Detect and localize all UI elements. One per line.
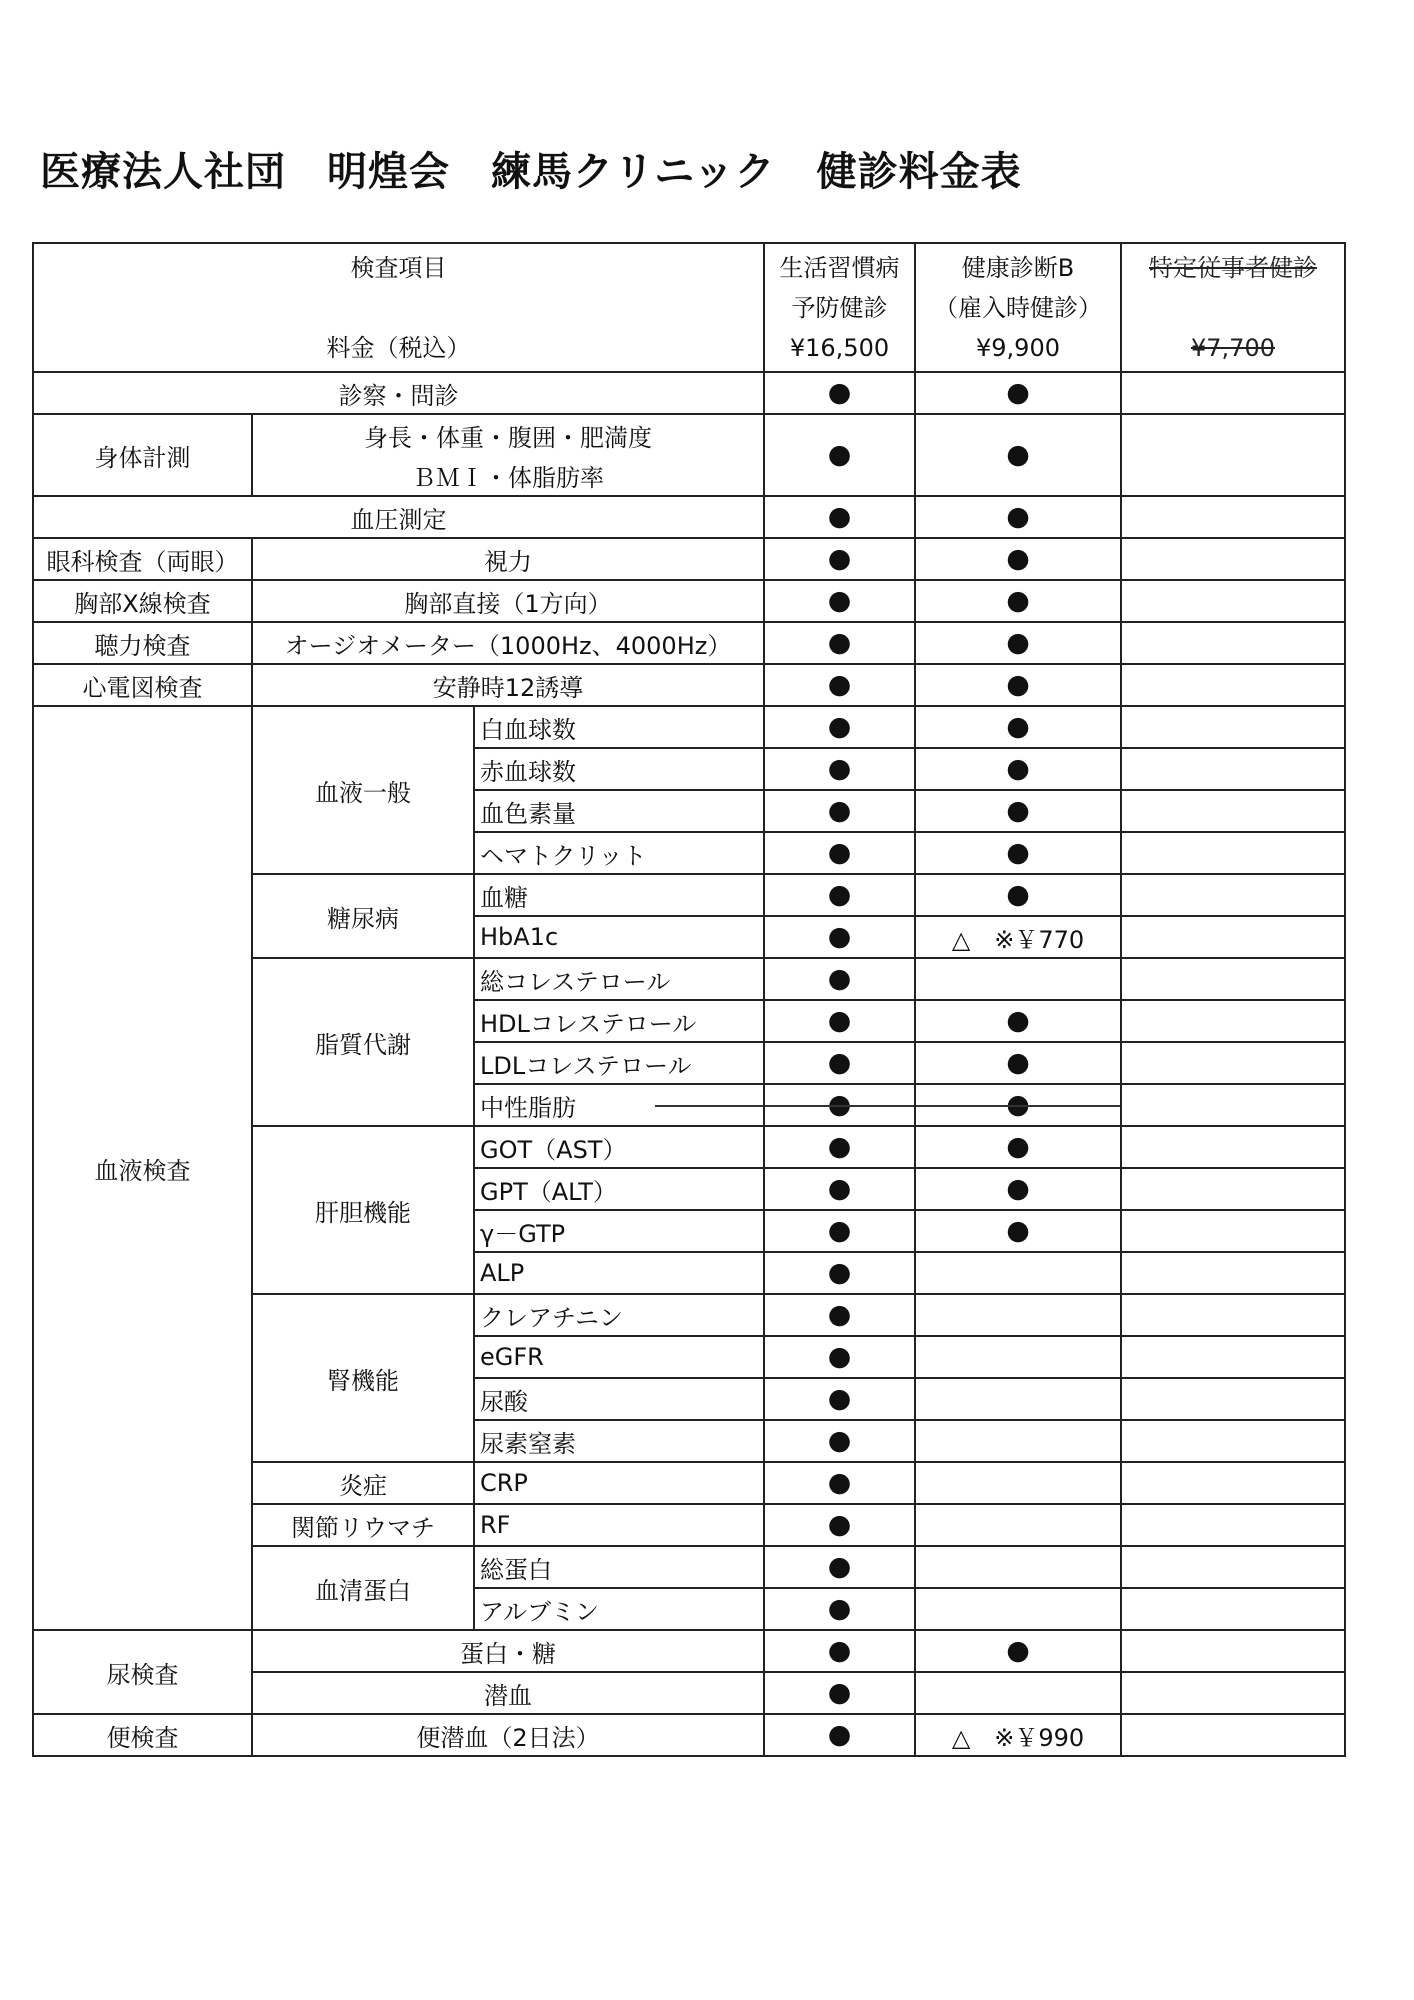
- category-cell: 便検査: [33, 1714, 252, 1756]
- included-mark: ●: [1006, 1005, 1030, 1036]
- plan-c-mark: [1121, 580, 1345, 622]
- table-row: [33, 1630, 1345, 1672]
- plan-a-mark: [764, 1546, 915, 1588]
- plan-a-mark: [764, 664, 915, 706]
- included-mark: ●: [1006, 1047, 1030, 1078]
- plan-a-mark: [764, 1672, 915, 1714]
- included-mark: ●: [827, 585, 852, 616]
- plan-price: ¥16,500: [789, 333, 890, 362]
- included-mark: ●: [1006, 627, 1030, 658]
- plan-a-mark: [764, 1714, 915, 1756]
- strike-line: [916, 1105, 1120, 1107]
- test-item: 血色素量: [474, 790, 764, 832]
- test-item: CRP: [474, 1462, 764, 1504]
- plan-c-mark: [1121, 496, 1345, 538]
- plan-a-mark: [764, 372, 915, 414]
- plan-a-mark: [764, 1336, 915, 1378]
- plan-a-mark: [764, 1420, 915, 1462]
- plan-a-mark: [764, 1000, 915, 1042]
- included-mark: ●: [827, 627, 852, 658]
- plan-a-mark: [764, 496, 915, 538]
- item-cell: 視力: [252, 538, 764, 580]
- plan-c-mark: [1121, 1588, 1345, 1630]
- subcategory-cell: 脂質代謝: [252, 958, 474, 1126]
- plan-b-mark: [915, 706, 1121, 748]
- plan-c-mark: [1121, 538, 1345, 580]
- test-item: 総蛋白: [474, 1546, 764, 1588]
- test-item: 赤血球数: [474, 748, 764, 790]
- plan-c-mark: [1121, 1000, 1345, 1042]
- item-cell: ＢＭＩ・体脂肪率: [252, 455, 764, 496]
- subcategory-cell: 糖尿病: [252, 874, 474, 958]
- included-mark: ●: [1006, 837, 1030, 868]
- plan-c-mark: [1121, 790, 1345, 832]
- category-cell: 聴力検査: [33, 622, 252, 664]
- plan-b-mark: [915, 538, 1121, 580]
- test-item: LDLコレステロール: [474, 1042, 764, 1084]
- plan-a-mark: [764, 916, 915, 958]
- page-title: 医療法人社団 明煌会 練馬クリニック 健診料金表: [40, 149, 1022, 195]
- included-mark: ●: [827, 1173, 852, 1204]
- item-cell: 安静時12誘導: [252, 664, 764, 706]
- header-row: [33, 243, 1345, 372]
- included-mark: ●: [1006, 669, 1030, 700]
- test-item: HbA1c: [474, 916, 764, 958]
- fee-table: [32, 242, 1346, 1757]
- included-mark: ●: [827, 1341, 852, 1372]
- plan-a-mark: [764, 832, 915, 874]
- included-mark: ●: [827, 963, 852, 994]
- test-item: HDLコレステロール: [474, 1000, 764, 1042]
- included-mark: ●: [827, 1047, 852, 1078]
- plan-c-mark: [1121, 706, 1345, 748]
- plan-price: ¥9,900: [976, 333, 1060, 362]
- test-item: RF: [474, 1504, 764, 1546]
- plan-b-mark: [915, 748, 1121, 790]
- plan-c-mark: [1121, 1462, 1345, 1504]
- item-cell: 身長・体重・腹囲・肥満度: [252, 414, 764, 455]
- plan-a-mark: [764, 790, 915, 832]
- plan-name-line2: 予防健診: [791, 293, 888, 322]
- plan-b-mark: [915, 414, 1121, 496]
- category-cell: 心電図検査: [33, 664, 252, 706]
- included-mark: ●: [1006, 1215, 1030, 1246]
- plan-c-mark: [1121, 874, 1345, 916]
- test-item: 尿酸: [474, 1378, 764, 1420]
- plan-c-mark: [1121, 1210, 1345, 1252]
- plan-c-mark: [1121, 414, 1345, 496]
- included-mark: ●: [1006, 585, 1030, 616]
- included-mark: ●: [1006, 711, 1030, 742]
- plan-a-mark: [764, 1252, 915, 1294]
- plan-c-mark: [1121, 1504, 1345, 1546]
- plan-b-mark: [915, 958, 1121, 1000]
- included-mark: ●: [1006, 439, 1030, 470]
- plan-c-mark: [1121, 664, 1345, 706]
- plan-b-mark: [915, 1630, 1121, 1672]
- included-mark: ●: [827, 1509, 852, 1540]
- table-row: [33, 706, 1345, 748]
- included-mark: ●: [827, 1719, 852, 1750]
- subcategory-cell: 腎機能: [252, 1294, 474, 1462]
- included-mark: ●: [1006, 753, 1030, 784]
- included-mark: ●: [827, 837, 852, 868]
- test-item: 血糖: [474, 874, 764, 916]
- plan-b-optional: △ ※￥770: [915, 916, 1121, 958]
- included-mark: ●: [827, 1551, 852, 1582]
- plan-lifestyle-header: [764, 243, 915, 372]
- plan-c-mark: [1121, 1714, 1345, 1756]
- included-mark: ●: [827, 1089, 852, 1120]
- plan-b-mark: [915, 874, 1121, 916]
- test-item: 総コレステロール: [474, 958, 764, 1000]
- subcategory-cell: 血清蛋白: [252, 1546, 474, 1630]
- subcategory-cell: 血液一般: [252, 706, 474, 874]
- plan-a-mark: [764, 1504, 915, 1546]
- included-mark: ●: [1006, 1131, 1030, 1162]
- included-mark: ●: [827, 1299, 852, 1330]
- plan-c-mark: [1121, 372, 1345, 414]
- included-mark: ●: [1006, 795, 1030, 826]
- included-mark: ●: [1006, 1089, 1030, 1120]
- plan-a-mark: [764, 706, 915, 748]
- plan-a-mark: [764, 1462, 915, 1504]
- plan-b-mark: [915, 1588, 1121, 1630]
- included-mark: ●: [827, 1677, 852, 1708]
- category-cell: 眼科検査（両眼）: [33, 538, 252, 580]
- plan-b-mark: [915, 1210, 1121, 1252]
- test-item: アルブミン: [474, 1588, 764, 1630]
- included-mark: ●: [827, 501, 852, 532]
- included-mark: ●: [827, 1257, 852, 1288]
- test-item: クレアチニン: [474, 1294, 764, 1336]
- subcategory-cell: 関節リウマチ: [252, 1504, 474, 1546]
- plan-b-mark: [915, 1462, 1121, 1504]
- table-row: [33, 496, 1345, 538]
- item-cell: オージオメーター（1000Hz、4000Hz）: [252, 622, 764, 664]
- test-item: GPT（ALT）: [474, 1168, 764, 1210]
- plan-c-mark: [1121, 958, 1345, 1000]
- item-cell: 診察・問診: [33, 372, 764, 414]
- plan-c-mark: [1121, 1672, 1345, 1714]
- item-cell: 便潜血（2日法）: [252, 1714, 764, 1756]
- category-cell: 身体計測: [33, 414, 252, 496]
- plan-a-mark: [764, 1630, 915, 1672]
- item-cell: 蛋白・糖: [252, 1630, 764, 1672]
- plan-b-mark: [915, 622, 1121, 664]
- plan-c-mark: [1121, 1252, 1345, 1294]
- plan-name-struck: 特定従事者健診: [1149, 253, 1317, 282]
- plan-b-mark: [915, 496, 1121, 538]
- plan-c-mark: [1121, 1084, 1345, 1126]
- plan-b-mark: [915, 1126, 1121, 1168]
- plan-a-mark: [764, 874, 915, 916]
- plan-name-line2: （雇入時健診）: [934, 293, 1102, 322]
- included-mark: ●: [1006, 1173, 1030, 1204]
- table-row: [33, 414, 1345, 455]
- test-item-label: 中性脂肪: [480, 1093, 576, 1122]
- plan-b-mark: [915, 832, 1121, 874]
- plan-name-line1: 生活習慣病: [779, 253, 900, 282]
- test-item: ヘマトクリット: [474, 832, 764, 874]
- plan-price-struck: ¥7,700: [1191, 333, 1275, 362]
- plan-a-mark: [764, 1378, 915, 1420]
- included-mark: ●: [827, 439, 852, 470]
- plan-b-mark: [915, 1252, 1121, 1294]
- plan-a-mark: [764, 1588, 915, 1630]
- strike-line: [655, 1105, 763, 1107]
- plan-a-mark: [764, 538, 915, 580]
- included-mark: ●: [827, 1635, 852, 1666]
- included-mark: ●: [827, 921, 852, 952]
- item-cell: 胸部直接（1方向）: [252, 580, 764, 622]
- plan-a-mark: [764, 748, 915, 790]
- plan-c-mark: [1121, 916, 1345, 958]
- plan-b-mark: [915, 580, 1121, 622]
- plan-c-mark: [1121, 1168, 1345, 1210]
- included-mark: ●: [827, 753, 852, 784]
- plan-a-mark: [764, 958, 915, 1000]
- included-mark: ●: [827, 711, 852, 742]
- subcategory-cell: 肝胆機能: [252, 1126, 474, 1294]
- strike-line: [765, 1105, 914, 1107]
- plan-c-mark: [1121, 1630, 1345, 1672]
- table-row: [33, 538, 1345, 580]
- plan-c-mark: [1121, 1042, 1345, 1084]
- plan-specific-worker-header: [1121, 243, 1345, 372]
- included-mark: ●: [827, 1131, 852, 1162]
- plan-c-mark: [1121, 1126, 1345, 1168]
- plan-c-mark: [1121, 622, 1345, 664]
- item-cell: 血圧測定: [33, 496, 764, 538]
- plan-c-mark: [1121, 748, 1345, 790]
- table-row: [33, 1714, 1345, 1756]
- test-item: ALP: [474, 1252, 764, 1294]
- plan-b-mark: [915, 1168, 1121, 1210]
- test-item: 尿素窒素: [474, 1420, 764, 1462]
- plan-c-mark: [1121, 832, 1345, 874]
- test-item: 白血球数: [474, 706, 764, 748]
- test-item: γ－GTP: [474, 1210, 764, 1252]
- plan-b-mark: [915, 790, 1121, 832]
- included-mark: ●: [827, 669, 852, 700]
- table-row: [33, 622, 1345, 664]
- plan-b-mark: [915, 1294, 1121, 1336]
- item-label: 検査項目: [350, 253, 447, 282]
- plan-a-mark: [764, 1126, 915, 1168]
- included-mark: ●: [827, 1467, 852, 1498]
- table-row: [33, 372, 1345, 414]
- included-mark: ●: [1006, 501, 1030, 532]
- plan-b-mark: [915, 1000, 1121, 1042]
- plan-b-mark: [915, 1504, 1121, 1546]
- plan-a-mark: [764, 622, 915, 664]
- plan-a-mark: [764, 1042, 915, 1084]
- fee-label: 料金（税込）: [326, 333, 471, 362]
- included-mark: ●: [1006, 879, 1030, 910]
- test-item: [474, 1084, 764, 1126]
- included-mark: ●: [827, 377, 852, 408]
- plan-a-mark: [764, 1084, 915, 1126]
- plan-c-mark: [1121, 1336, 1345, 1378]
- category-cell: 血液検査: [33, 706, 252, 1630]
- test-item: eGFR: [474, 1336, 764, 1378]
- plan-b-mark: [915, 372, 1121, 414]
- header-item-cell: [33, 243, 764, 372]
- plan-c-mark: [1121, 1378, 1345, 1420]
- included-mark: ●: [827, 1425, 852, 1456]
- plan-name-line1: 健康診断B: [961, 253, 1075, 282]
- subcategory-cell: 炎症: [252, 1462, 474, 1504]
- plan-b-mark: [915, 1672, 1121, 1714]
- test-item: GOT（AST）: [474, 1126, 764, 1168]
- plan-c-mark: [1121, 1294, 1345, 1336]
- plan-b-mark: [915, 1336, 1121, 1378]
- table-row: [33, 580, 1345, 622]
- included-mark: ●: [827, 1383, 852, 1414]
- plan-a-mark: [764, 1210, 915, 1252]
- included-mark: ●: [827, 1005, 852, 1036]
- category-cell: 尿検査: [33, 1630, 252, 1714]
- plan-b-mark: [915, 1420, 1121, 1462]
- table-row: [33, 664, 1345, 706]
- plan-b-mark: [915, 1546, 1121, 1588]
- plan-a-mark: [764, 414, 915, 496]
- included-mark: ●: [827, 879, 852, 910]
- plan-a-mark: [764, 580, 915, 622]
- plan-a-mark: [764, 1294, 915, 1336]
- plan-b-mark: [915, 1042, 1121, 1084]
- plan-checkup-b-header: [915, 243, 1121, 372]
- included-mark: ●: [1006, 377, 1030, 408]
- category-cell: 胸部X線検査: [33, 580, 252, 622]
- included-mark: ●: [1006, 1635, 1030, 1666]
- item-cell: 潜血: [252, 1672, 764, 1714]
- plan-a-mark: [764, 1168, 915, 1210]
- plan-b-mark: [915, 1084, 1121, 1126]
- plan-c-mark: [1121, 1546, 1345, 1588]
- included-mark: ●: [827, 795, 852, 826]
- plan-c-mark: [1121, 1420, 1345, 1462]
- included-mark: ●: [827, 1215, 852, 1246]
- included-mark: ●: [827, 543, 852, 574]
- plan-b-mark: [915, 664, 1121, 706]
- plan-b-optional: △ ※￥990: [915, 1714, 1121, 1756]
- plan-b-mark: [915, 1378, 1121, 1420]
- included-mark: ●: [1006, 543, 1030, 574]
- included-mark: ●: [827, 1593, 852, 1624]
